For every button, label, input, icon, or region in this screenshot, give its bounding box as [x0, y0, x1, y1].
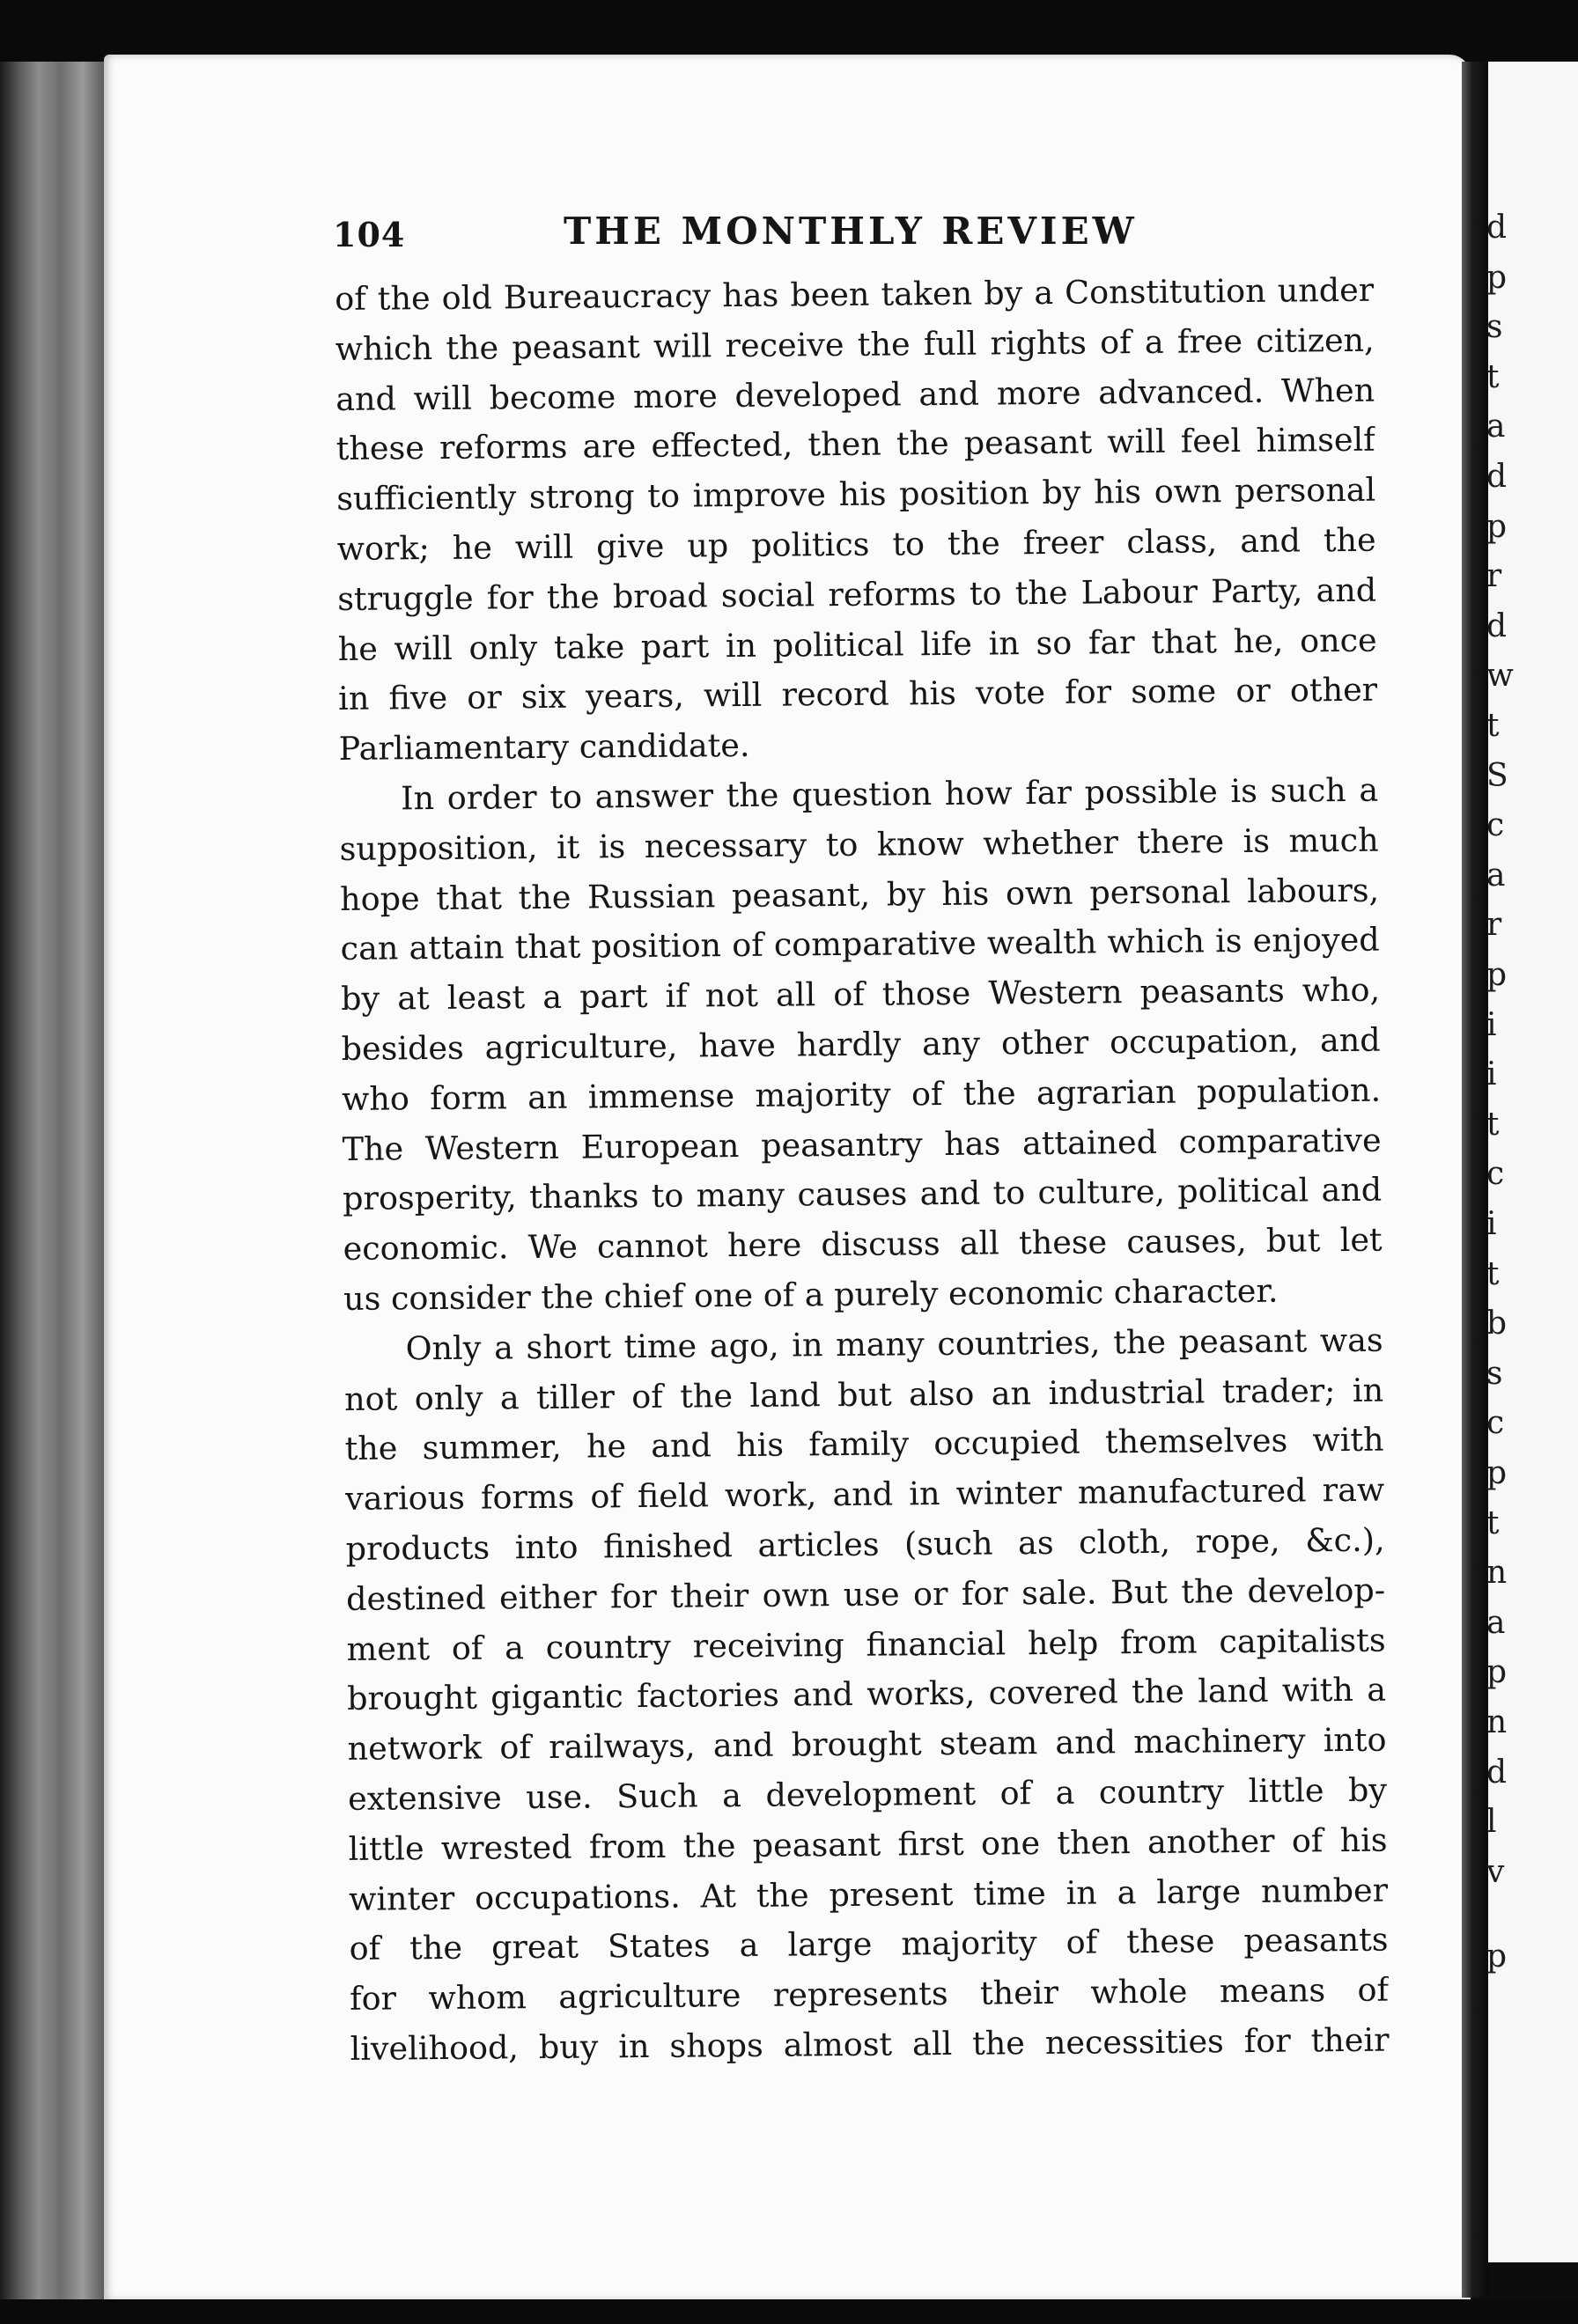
text-line: sufficiently strong to improve his position by his own personal	[336, 470, 1376, 518]
book-gutter	[1462, 62, 1488, 2298]
facing-page-fragment: c	[1486, 1405, 1505, 1442]
facing-page-fragment: v	[1486, 1853, 1505, 1890]
facing-page-fragment: s	[1486, 1355, 1503, 1392]
text-line: little wrested from the peasant first one then another of his	[348, 1820, 1388, 1868]
body-text	[335, 266, 1390, 2075]
facing-page-fragment: n	[1486, 1704, 1508, 1740]
facing-page-fragment: a	[1486, 408, 1506, 445]
paragraph-3	[343, 1315, 1389, 2074]
text-line: the summer, he and his family occupied themselves with	[344, 1420, 1384, 1468]
text-line: The Western European peasantry has attained comparative	[342, 1121, 1382, 1168]
text-line: network of railways, and brought steam and machinery into	[347, 1720, 1387, 1769]
text-line: for whom agriculture represents their whole means of	[349, 1970, 1390, 2019]
facing-page-fragment: t	[1486, 1106, 1500, 1143]
facing-page-fragment: i	[1486, 1056, 1497, 1093]
facing-page-fragment: i	[1486, 1006, 1497, 1043]
running-title: THE MONTHLY REVIEW	[564, 210, 1138, 253]
text-line: and will become more developed and more advanced. When	[336, 371, 1375, 418]
facing-page-fragment: d	[1486, 459, 1508, 495]
text-line: winter occupations. At the present time in a large number	[348, 1871, 1389, 1918]
text-line: supposition, it is necessary to know whether there is much	[339, 820, 1379, 868]
text-line: who form an immense majority of the agrarian population.	[341, 1070, 1382, 1118]
book-page-edges	[0, 62, 110, 2315]
facing-page-fragment: d	[1486, 1754, 1508, 1791]
facing-page-fragment: d	[1486, 210, 1508, 246]
text-line: in five or six years, will record his vote for some or other	[338, 671, 1378, 718]
text-line: which the peasant will receive the full rights of a free citizen,	[335, 320, 1375, 368]
text-line: In order to answer the question how far possible is such a	[401, 770, 1379, 818]
scan-top-border	[0, 0, 1578, 62]
facing-page-fragment: p	[1486, 957, 1508, 993]
text-line: these reforms are effected, then the peasant will feel himself	[336, 421, 1375, 468]
text-line: by at least a part if not all of those Western peasants who,	[340, 970, 1381, 1019]
facing-page-fragment: p	[1486, 1938, 1508, 1975]
text-line: of the great States a large majority of these peasants	[349, 1920, 1389, 1968]
text-line: brought gigantic factories and works, covered the land with a	[346, 1670, 1387, 1718]
facing-page-fragment: s	[1486, 309, 1503, 346]
text-line: of the old Bureaucracy has been taken by a Constitution under	[335, 270, 1375, 318]
text-line: livelihood, buy in shops almost all the necessities for their	[350, 2020, 1390, 2068]
text-line: ment of a country receiving financial help from capitalists	[346, 1621, 1386, 1668]
facing-page	[1488, 62, 1578, 2262]
facing-page-fragment: i	[1486, 1206, 1497, 1242]
paragraph-1	[335, 266, 1378, 775]
facing-page-fragment: d	[1486, 607, 1508, 644]
scan-bottom-border	[0, 2299, 1578, 2324]
text-line: economic. We cannot here discuss all these causes, but let	[343, 1220, 1383, 1269]
facing-page-fragment: c	[1486, 1156, 1505, 1193]
text-line: can attain that position of comparative wealth which is enjoyed	[340, 921, 1380, 968]
facing-page-fragment: p	[1486, 1455, 1508, 1491]
text-line: products into finished articles (such as cloth, rope, &c.),	[345, 1520, 1385, 1568]
text-line: besides agriculture, have hardly any other occupation, and	[341, 1020, 1381, 1068]
text-line: prosperity, thanks to many causes and to culture, political and	[342, 1171, 1383, 1218]
facing-page-fragment: a	[1486, 857, 1506, 894]
facing-page-fragment: r	[1486, 558, 1502, 595]
facing-page-fragment: w	[1486, 658, 1514, 695]
facing-page-fragment: S	[1486, 757, 1508, 794]
facing-page-fragment: t	[1486, 1504, 1500, 1541]
facing-page-fragment: p	[1486, 1654, 1508, 1691]
paragraph-2	[339, 766, 1383, 1325]
facing-page-fragment: b	[1486, 1305, 1508, 1342]
text-line: Parliamentary candidate.	[338, 726, 750, 769]
facing-page-fragment: a	[1486, 1604, 1506, 1641]
facing-page-fragment: c	[1486, 807, 1505, 844]
facing-page-fragment: p	[1486, 508, 1508, 545]
text-line: work; he will give up politics to the freer class, and the	[336, 520, 1376, 568]
facing-page-fragment: t	[1486, 708, 1500, 744]
facing-page-fragment: r	[1486, 907, 1502, 944]
text-line: not only a tiller of the land but also an industrial trader; in	[343, 1371, 1384, 1418]
text-line: various forms of field work, and in winter manufactured raw	[344, 1470, 1385, 1519]
facing-page-fragment: t	[1486, 358, 1500, 395]
text-line: hope that the Russian peasant, by his own personal labours,	[340, 871, 1380, 918]
page-number: 104	[333, 215, 406, 254]
text-line: struggle for the broad social reforms to the Labour Party, and	[337, 570, 1377, 618]
text-line: extensive use. Such a development of a country little by	[347, 1770, 1388, 1818]
facing-page-fragment: p	[1486, 259, 1508, 296]
text-line: us consider the chief one of a purely economic character.	[343, 1271, 1279, 1318]
text-line: destined either for their own use or for sale. But the develop-	[345, 1570, 1386, 1618]
text-line: he will only take part in political life in so far that he, once	[337, 621, 1377, 668]
text-line: Only a short time ago, in many countries, the peasant was	[405, 1320, 1383, 1368]
facing-page-fragment: t	[1486, 1255, 1500, 1292]
facing-page-fragment: n	[1486, 1555, 1508, 1592]
running-header	[333, 210, 1381, 262]
facing-page-fragment: l	[1486, 1804, 1497, 1841]
